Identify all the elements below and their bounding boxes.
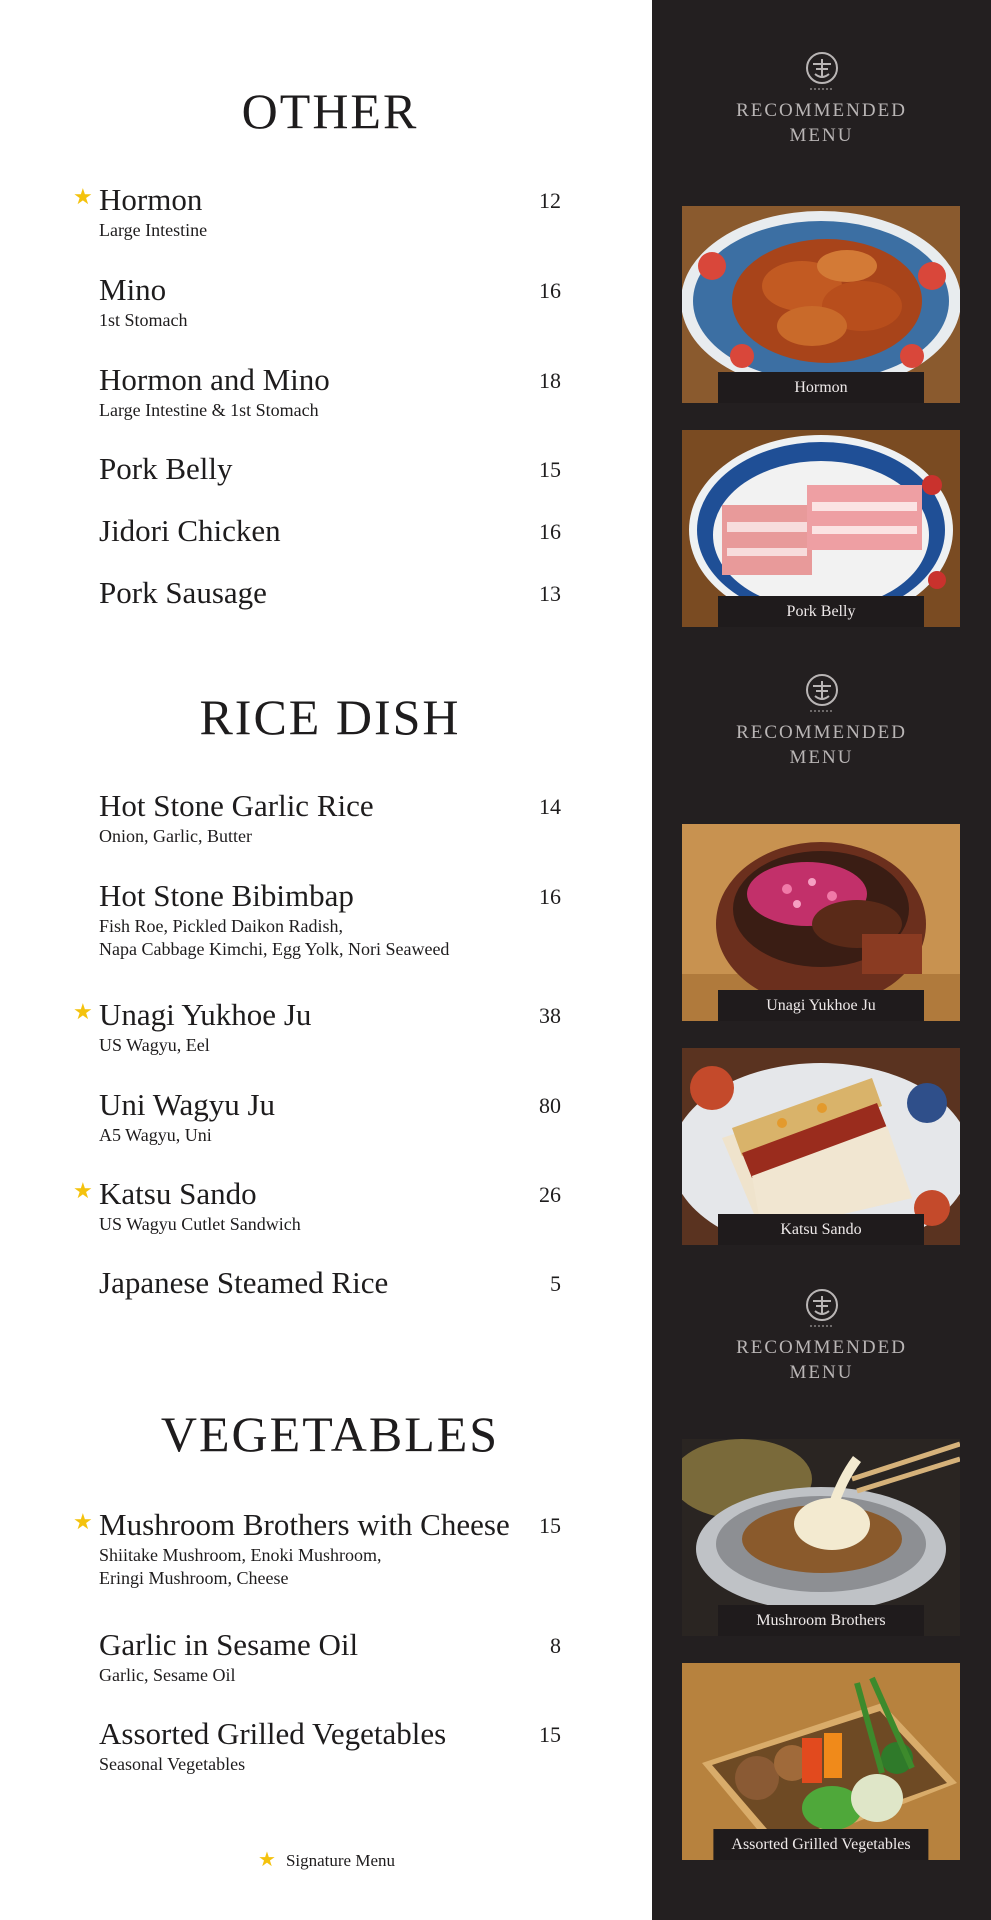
photo-pork-belly	[682, 430, 960, 627]
menu-item-garlic-in-sesame-oil	[99, 1627, 561, 1687]
recommended-sidebar	[652, 0, 991, 1920]
star-icon: ★	[258, 1849, 276, 1871]
item-price: 5	[550, 1271, 561, 1296]
photo-caption: Pork Belly	[718, 596, 924, 627]
star-icon: ★	[73, 1509, 93, 1534]
item-name: Jidori Chicken	[99, 513, 281, 548]
menu-item-mushroom-brothers	[73, 1507, 561, 1590]
item-name: Katsu Sando	[99, 1176, 257, 1211]
star-icon: ★	[73, 184, 93, 209]
recommended-label: RECOMMENDED MENU	[736, 722, 907, 768]
item-price: 26	[539, 1182, 561, 1207]
photo-caption: Hormon	[718, 372, 924, 403]
item-price: 16	[539, 519, 561, 544]
photo-unagi-yukhoe-ju	[682, 824, 960, 1021]
menu-item-hot-stone-garlic-rice	[99, 788, 561, 848]
item-price: 38	[539, 1003, 561, 1028]
item-price: 80	[539, 1093, 561, 1118]
photo-caption: Mushroom Brothers	[718, 1605, 924, 1636]
item-description: Seasonal Vegetables	[99, 1754, 246, 1774]
menu-item-assorted-grilled-vegetables	[99, 1716, 561, 1776]
item-price: 12	[539, 188, 561, 213]
item-name: Hot Stone Bibimbap	[99, 878, 354, 913]
item-description: Onion, Garlic, Butter	[99, 826, 252, 846]
signature-legend	[258, 1847, 395, 1872]
item-price: 15	[539, 1722, 561, 1747]
restaurant-logo-icon	[800, 1287, 844, 1331]
item-name: Japanese Steamed Rice	[99, 1265, 389, 1300]
item-description: A5 Wagyu, Uni	[99, 1125, 212, 1145]
star-icon: ★	[73, 999, 93, 1024]
item-description: Garlic, Sesame Oil	[99, 1665, 236, 1685]
recommended-label: RECOMMENDED MENU	[736, 1337, 907, 1383]
item-name: Unagi Yukhoe Ju	[99, 997, 312, 1032]
photo-caption: Unagi Yukhoe Ju	[718, 990, 924, 1021]
menu-item-hot-stone-bibimbap	[99, 878, 561, 961]
photo-caption: Katsu Sando	[718, 1214, 924, 1245]
recommended-label: RECOMMENDED MENU	[736, 100, 907, 146]
item-name: Hormon	[99, 182, 203, 217]
menu-item-hormon	[73, 182, 561, 242]
item-name: Garlic in Sesame Oil	[99, 1627, 359, 1662]
item-description: Large Intestine	[99, 220, 208, 240]
menu-item-uni-wagyu-ju	[99, 1087, 561, 1147]
item-price: 18	[539, 368, 561, 393]
photo-caption: Assorted Grilled Vegetables	[713, 1829, 928, 1860]
star-icon: ★	[73, 1178, 93, 1203]
menu-item-katsu-sando	[73, 1176, 561, 1236]
recommended-header	[652, 1287, 991, 1385]
restaurant-logo-icon	[800, 672, 844, 716]
item-description: Shiitake Mushroom, Enoki Mushroom, Eringi Mushroom, Cheese	[99, 1545, 382, 1588]
item-price: 16	[539, 278, 561, 303]
item-description: Fish Roe, Pickled Daikon Radish, Napa Cabbage Kimchi, Egg Yolk, Nori Seaweed	[99, 916, 450, 959]
item-description: US Wagyu Cutlet Sandwich	[99, 1214, 301, 1234]
menu-item-hormon-and-mino	[99, 362, 561, 422]
item-name: Mushroom Brothers with Cheese	[99, 1507, 510, 1542]
item-price: 15	[539, 1513, 561, 1538]
item-name: Pork Belly	[99, 451, 233, 486]
photo-assorted-grilled-vegetables	[682, 1663, 960, 1860]
item-name: Hormon and Mino	[99, 362, 330, 397]
item-price: 16	[539, 884, 561, 909]
item-price: 15	[539, 457, 561, 482]
restaurant-logo-icon	[800, 50, 844, 94]
item-name: Uni Wagyu Ju	[99, 1087, 276, 1122]
recommended-header	[652, 672, 991, 770]
photo-hormon	[682, 206, 960, 403]
menu-item-mino	[99, 272, 561, 332]
item-description: Large Intestine & 1st Stomach	[99, 400, 319, 420]
photo-mushroom-brothers	[682, 1439, 960, 1636]
photo-katsu-sando	[682, 1048, 960, 1245]
section-title-vegetables: VEGETABLES	[160, 1406, 500, 1462]
item-price: 13	[539, 581, 561, 606]
section-title-other: OTHER	[241, 83, 419, 139]
item-name: Assorted Grilled Vegetables	[99, 1716, 447, 1751]
menu-item-pork-sausage	[99, 575, 561, 611]
legend-label: Signature Menu	[285, 1851, 396, 1870]
menu-item-japanese-steamed-rice	[99, 1265, 561, 1301]
item-price: 8	[550, 1633, 561, 1658]
menu-item-unagi-yukhoe-ju	[73, 997, 561, 1057]
item-description: 1st Stomach	[99, 310, 188, 330]
menu-item-pork-belly	[99, 451, 561, 487]
recommended-header	[652, 50, 991, 148]
item-name: Mino	[99, 272, 167, 307]
section-title-rice-dish: RICE DISH	[199, 689, 461, 745]
item-price: 14	[539, 794, 561, 819]
item-name: Pork Sausage	[99, 575, 267, 610]
item-name: Hot Stone Garlic Rice	[99, 788, 374, 823]
item-description: US Wagyu, Eel	[99, 1035, 210, 1055]
menu-item-jidori-chicken	[99, 513, 561, 549]
